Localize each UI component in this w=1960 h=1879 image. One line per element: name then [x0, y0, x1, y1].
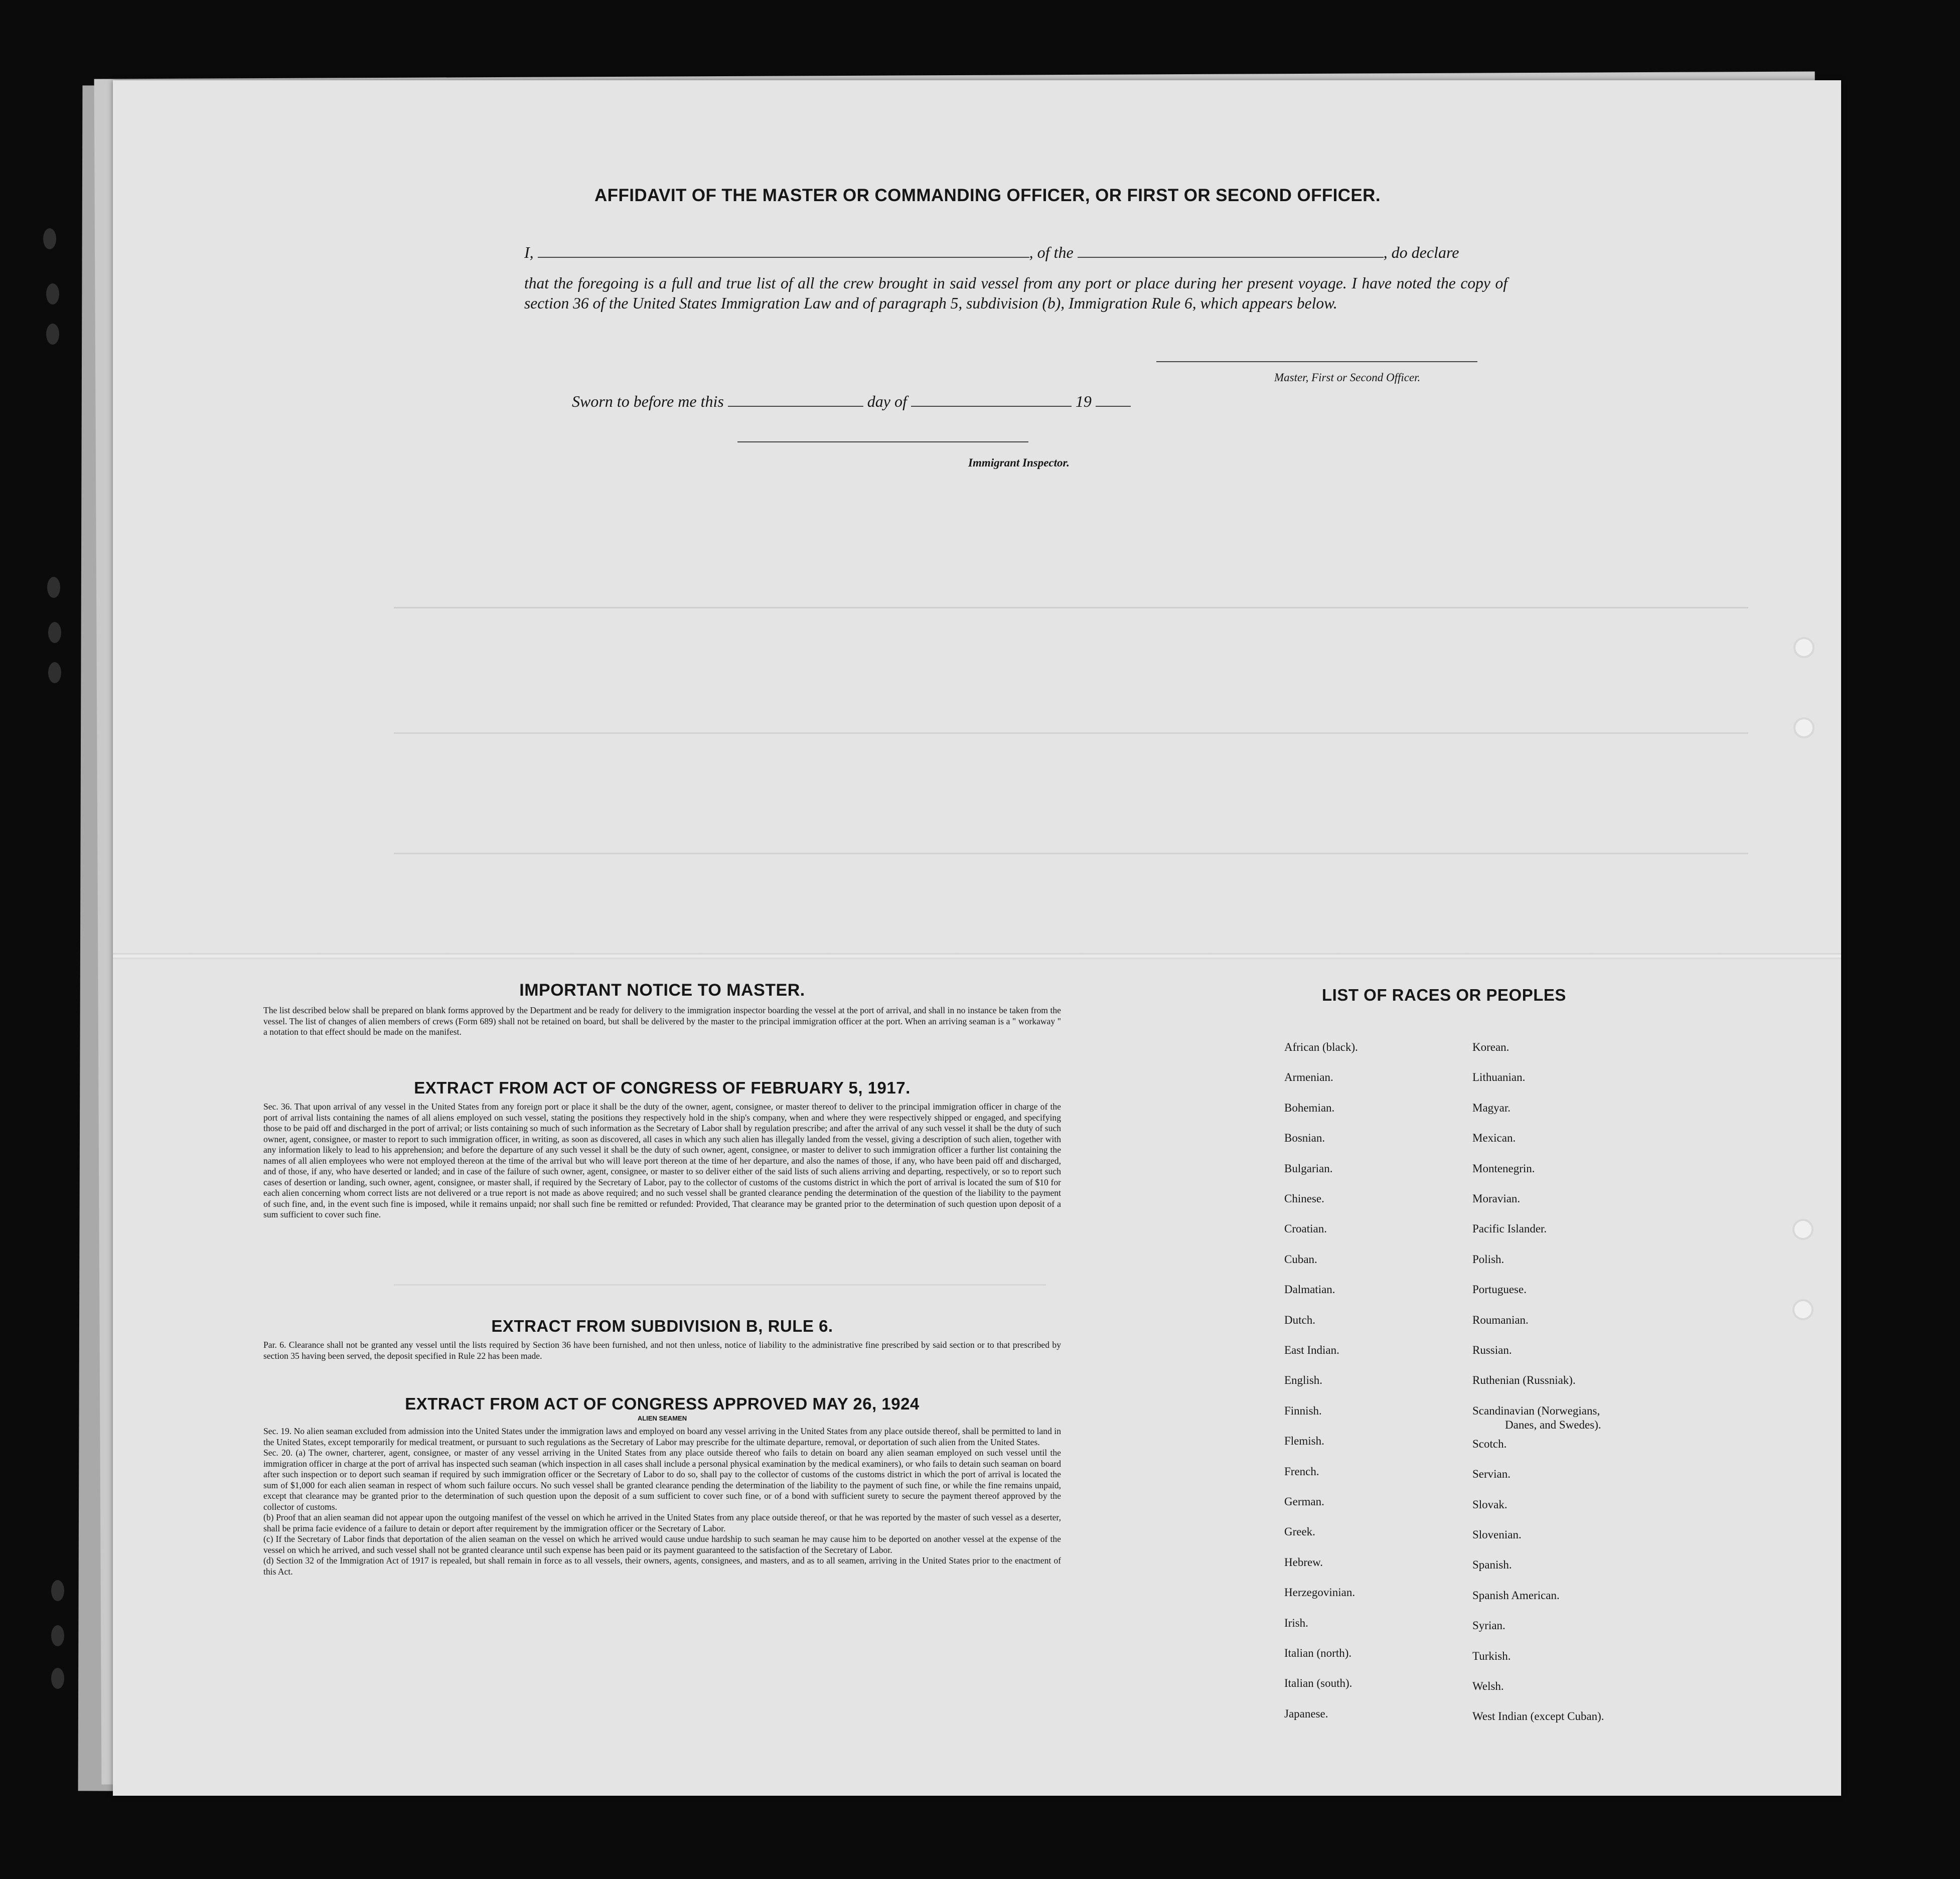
binder-hole: [51, 1668, 64, 1689]
name-blank[interactable]: [538, 257, 1029, 258]
race-item: English.: [1284, 1374, 1323, 1387]
fold-crease: [113, 953, 1841, 959]
race-item: Scotch.: [1472, 1437, 1507, 1450]
race-item: Polish.: [1472, 1252, 1504, 1266]
bleed-through: [394, 607, 1748, 649]
inspector-label: Immigrant Inspector.: [968, 456, 1070, 469]
race-item: Danes, and Swedes).: [1505, 1418, 1601, 1431]
race-item: Herzegovinian.: [1284, 1586, 1355, 1599]
race-item: Spanish.: [1472, 1558, 1512, 1572]
subdivision-b-section: [263, 1317, 1061, 1361]
sec20d-text: (d) Section 32 of the Immigration Act of 1917 is repealed, but shall remain in force as to all vessels, their owners, agents, consignees, and masters, and as to all seamen, arriving in the United States prior to the enactment of this Act.: [263, 1555, 1061, 1577]
punch-ring: [1792, 1299, 1814, 1320]
races-title: LIST OF RACES OR PEOPLES: [1322, 986, 1566, 1004]
race-item: Lithuanian.: [1472, 1071, 1526, 1084]
race-item: Ruthenian (Russniak).: [1472, 1374, 1576, 1387]
race-item: Dalmatian.: [1284, 1283, 1335, 1296]
race-item: African (black).: [1284, 1041, 1358, 1053]
binder-hole: [43, 228, 56, 249]
punch-ring: [1793, 637, 1815, 658]
race-item: Armenian.: [1284, 1071, 1333, 1084]
extract-1924-section: [263, 1394, 1061, 1577]
sec20a-text: Sec. 20. (a) The owner, charterer, agent, consignee, or master of any vessel arriving in the United States from any place outside thereof who fails to detain on board any alien seaman employed on such vessel until the immigration officer in charge at the port of arrival has inspected such seaman (which inspection in all cases shall include a personal physical examination by the medical examiners), or who fails to detain such seaman on board after such inspection or to deport such seaman if required by such immigration officer or the Secretary of Labor to do so, shall pay to the collector of customs of the customs district in which the port of arrival is located the sum of $1,000 for each alien seaman in respect of whom such failure occurs. No such vessel shall be granted clearance pending the determination of the liability to the payment of such fine, or while the fine remains unpaid, except that clearance may be granted prior to the determination of such question upon the deposit of a sum sufficient to cover such fine, or of a bond with sufficient surety to secure the payment thereof approved by the collector of customs.: [263, 1448, 1061, 1512]
sworn-day-blank[interactable]: [728, 406, 863, 407]
race-item: Servian.: [1472, 1468, 1511, 1481]
extract-1917-text: Sec. 36. That upon arrival of any vessel in the United States from any foreign port or place it shall be the duty of the owner, agent, consignee, or master thereof to deliver to the principal immigration officer in charge of the port of arrival lists containing the names of all aliens employed on such vessel, stating the positions they respectively hold in the ship's company, when and where they were respectively shipped or engaged, and specifying those to be paid off and discharged in the port of arrival; or lists containing so much of such information as the Secretary of Labor shall by regulation prescribe; and after the arrival of any such vessel it shall be the duty of such owner, agent, consignee, or master to report to such immigration officer, in writing, as soon as discovered, all cases in which any such alien has illegally landed from the vessel, giving a description of such alien, together with any information likely to lead to his apprehension; and before the departure of any such vessel it shall be the duty of such owner, agent, consignee, or master to deliver to such immigration officer a further list containing the names of all alien employees who were not employed thereon at the time of the arrival but who will leave port thereon at the time of her departure, and also the names of those, if any, who have been paid off and discharged, and of those, if any, who have deserted or landed; and in case of the failure of such owner, agent, consignee, or master to so deliver either of the said lists of such aliens arriving and departing, respectively, or so to report such cases of desertion or landing, such owner, agent, consignee, or master shall, if required by the Secretary of Labor, pay to the collector of customs of the customs district in which the port of arrival is located the sum of $10 for each alien concerning whom correct lists are not delivered or a true report is not made as above required; and no such vessel shall be granted clearance pending the determination of the question of the liability to the payment of such fine, and, in the event such fine is imposed, while it remains unpaid; nor shall such fine be remitted or refunded: Provided, That clearance may be granted prior to the determination of such question upon deposit of a sum sufficient to cover such fine.: [263, 1102, 1061, 1219]
year-prefix: 19: [1075, 392, 1092, 410]
race-item: Slovenian.: [1472, 1528, 1522, 1541]
race-item: Cuban.: [1284, 1252, 1317, 1266]
race-item: Italian (north).: [1284, 1647, 1352, 1659]
do-declare-label: , do declare: [1383, 243, 1459, 261]
race-item: Syrian.: [1472, 1619, 1505, 1632]
master-signature-label: Master, First or Second Officer.: [1274, 371, 1421, 384]
race-item: Croatian.: [1284, 1222, 1327, 1235]
day-of-label: day of: [867, 392, 907, 410]
extract-1924-title: EXTRACT FROM ACT OF CONGRESS APPROVED MAY 26, 1924: [405, 1394, 920, 1413]
of-the-label: , of the: [1029, 243, 1074, 261]
binder-hole: [51, 1625, 64, 1646]
race-item: Bohemian.: [1284, 1101, 1335, 1114]
extract-1924-subtitle: ALIEN SEAMEN: [637, 1415, 687, 1422]
punch-ring: [1793, 717, 1815, 738]
binder-hole: [51, 1580, 64, 1601]
race-item: French.: [1284, 1465, 1319, 1478]
race-item: Roumanian.: [1472, 1313, 1529, 1326]
race-item: Moravian.: [1472, 1192, 1521, 1205]
sec20b-text: (b) Proof that an alien seaman did not appear upon the outgoing manifest of the vessel on which he arrived in the United States from any place outside thereof, or that he was reported by the master of such vessel as a deserter, shall be prima facie evidence of a failure to detain or deport after requirement by the immigration officer or the Secretary of Labor.: [263, 1512, 1061, 1533]
bleed-through: [394, 1284, 1046, 1316]
inspector-signature-line[interactable]: [737, 441, 1028, 442]
binder-hole: [48, 622, 61, 643]
punch-ring: [1792, 1219, 1814, 1240]
race-item: Italian (south).: [1284, 1677, 1352, 1690]
race-item: Chinese.: [1284, 1192, 1324, 1205]
extract-1917-section: [263, 1078, 1061, 1220]
race-item: Spanish American.: [1472, 1589, 1560, 1602]
extract-1917-title: EXTRACT FROM ACT OF CONGRESS OF FEBRUARY 5, 1917.: [414, 1078, 911, 1097]
binder-hole: [48, 662, 61, 683]
race-item: Bulgarian.: [1284, 1162, 1333, 1175]
race-item: German.: [1284, 1495, 1324, 1508]
form-sheet: [113, 80, 1841, 1796]
race-item: Montenegrin.: [1472, 1162, 1535, 1175]
binder-hole: [46, 283, 59, 304]
subdivision-b-text: Par. 6. Clearance shall not be granted any vessel until the lists required by Section 36 have been furnished, and not then unless, notice of liability to the administrative fine prescribed by said section or to that prescribed by section 35 having been served, the deposit specified in Rule 22 has been made.: [263, 1340, 1061, 1361]
race-item: Greek.: [1284, 1525, 1315, 1538]
race-item: East Indian.: [1284, 1344, 1339, 1356]
sec20c-text: (c) If the Secretary of Labor finds that deportation of the alien seaman on the vessel on which he arrived would cause undue hardship to such seaman he may cause him to be deported on another vessel at the expense of the vessel on which he arrived, and such vessel shall not be granted clearance until such expense has been paid or its payment guaranteed to the satisfaction of the Secretary of Labor.: [263, 1534, 1061, 1555]
race-item: Welsh.: [1472, 1680, 1504, 1692]
race-item: West Indian (except Cuban).: [1472, 1710, 1604, 1723]
race-item: Magyar.: [1472, 1101, 1511, 1114]
race-item: Hebrew.: [1284, 1555, 1323, 1569]
race-item: Dutch.: [1284, 1313, 1315, 1326]
race-item: Flemish.: [1284, 1435, 1324, 1448]
binder-hole: [46, 324, 59, 345]
race-item: Bosnian.: [1284, 1132, 1325, 1145]
race-item: Russian.: [1472, 1344, 1512, 1356]
race-item: Korean.: [1472, 1041, 1510, 1053]
race-item: Japanese.: [1284, 1707, 1328, 1720]
sworn-line: [572, 392, 1131, 411]
notice-section: [263, 981, 1061, 1038]
race-item: Portuguese.: [1472, 1283, 1527, 1296]
race-item: Slovak.: [1472, 1498, 1507, 1511]
notice-title: IMPORTANT NOTICE TO MASTER.: [519, 981, 805, 1000]
subdivision-b-title: EXTRACT FROM SUBDIVISION B, RULE 6.: [491, 1317, 833, 1335]
race-item: Irish.: [1284, 1616, 1308, 1629]
bleed-through: [394, 853, 1748, 894]
race-item: Mexican.: [1472, 1132, 1516, 1145]
race-item: Pacific Islander.: [1472, 1222, 1547, 1235]
bleed-through: [394, 732, 1748, 774]
race-item: Scandinavian (Norwegians,: [1472, 1404, 1600, 1417]
vessel-blank[interactable]: [1078, 257, 1384, 258]
sworn-year-blank[interactable]: [1096, 406, 1131, 407]
race-item: Finnish.: [1284, 1404, 1322, 1417]
notice-text: The list described below shall be prepared on blank forms approved by the Department and be ready for delivery to the immigration inspector boarding the vessel at the port of arrival, and shall in no instance be taken from the vessel. The list of changes of alien members of crews (Form 689) shall not be retained on board, but shall be delivered by the master to the principal immigration officer at the port. When an arriving seaman is a " workaway " a notation to that effect should be made on the manifest.: [263, 1005, 1061, 1037]
affidavit-first-line: [524, 243, 1459, 262]
sec19-text: Sec. 19. No alien seaman excluded from admission into the United States under the immigration laws and employed on board any vessel arriving in the United States from any place outside thereof, shall be permitted to land in the United States, except temporarily for medical treatment, or pursuant to such regulations as the Secretary of Labor may prescribe for the ultimate departure, removal, or deportation of such alien from the United States.: [263, 1426, 1061, 1447]
sworn-prefix: Sworn to before me this: [572, 392, 724, 410]
binder-hole: [47, 577, 60, 598]
master-signature-line[interactable]: [1156, 361, 1477, 362]
race-item: Turkish.: [1472, 1649, 1511, 1662]
i-label: I,: [524, 243, 534, 261]
affidavit-declaration: that the foregoing is a full and true list of all the crew brought in said vessel from any port or place during her present voyage. I have noted the copy of section 36 of the United States Immigration Law and of paragraph 5, subdivision (b), Immigration Rule 6, which appears below.: [524, 274, 1507, 312]
affidavit-title: AFFIDAVIT OF THE MASTER OR COMMANDING OFFICER, OR FIRST OR SECOND OFFICER.: [594, 186, 1381, 205]
sworn-month-blank[interactable]: [911, 406, 1072, 407]
